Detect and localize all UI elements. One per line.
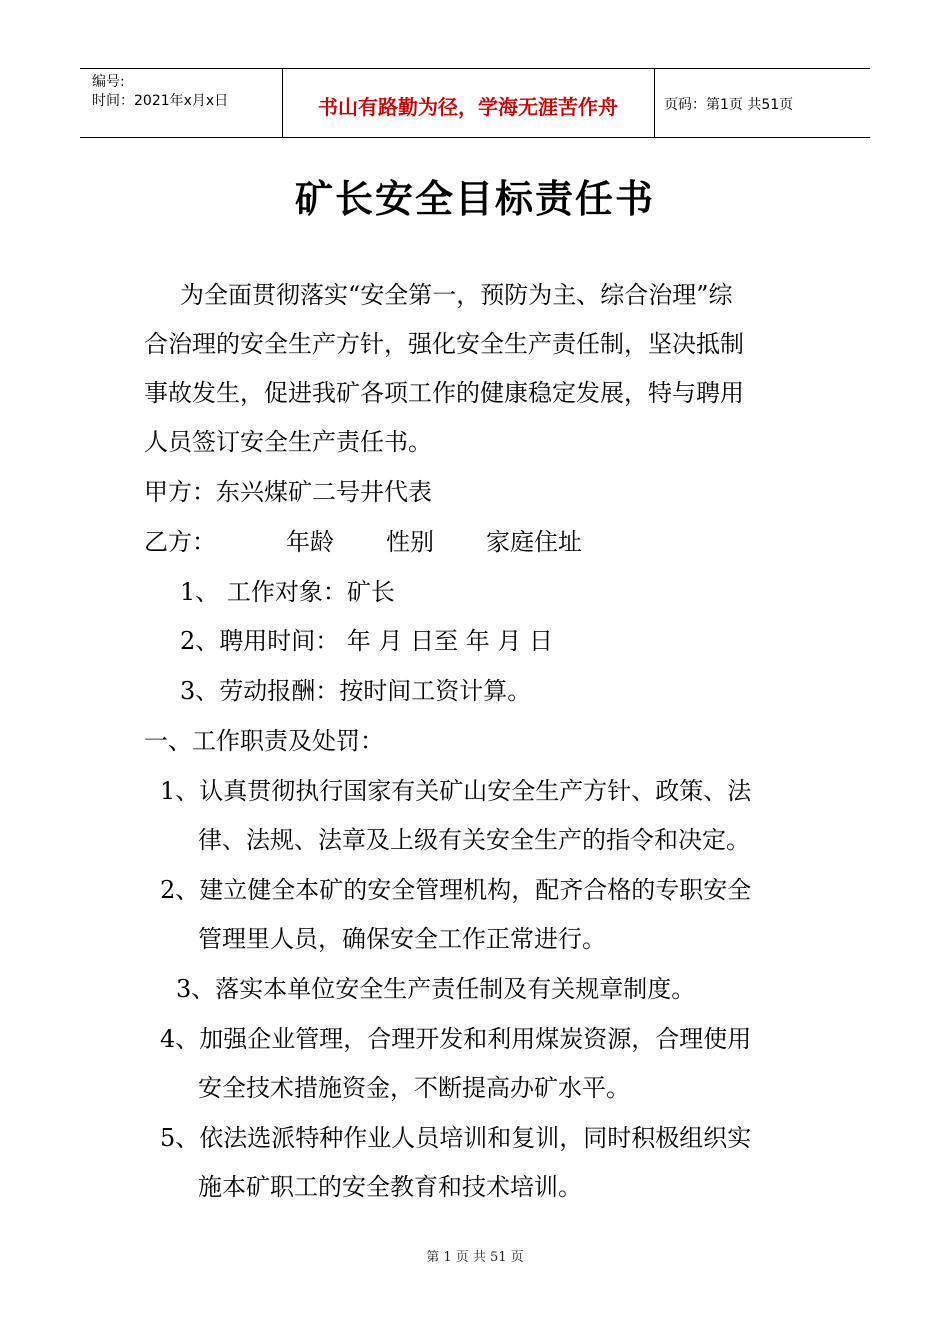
hire-time: 2、聘用时间： 年 月 日至 年 月 日 (180, 627, 554, 655)
duty-line: 安全技术措施资金，不断提高办矿水平。 (198, 1074, 630, 1102)
document-time-label: 时间：2021年x月x日 (92, 93, 229, 109)
document-header (80, 68, 870, 138)
party-b-gender: 性别 (386, 528, 434, 556)
document-number-label: 编号: (92, 74, 125, 90)
party-b-label: 乙方： (144, 528, 216, 556)
header-motto-cell (282, 69, 655, 137)
header-page-cell (654, 69, 870, 137)
duty-line: 2、建立健全本矿的安全管理机构，配齐合格的专职安全 (160, 876, 752, 904)
party-b-age: 年龄 (286, 528, 334, 556)
labor-pay: 3、劳动报酬：按时间工资计算。 (180, 677, 532, 705)
duty-line: 律、法规、法章及上级有关安全生产的指令和决定。 (198, 826, 750, 854)
duty-line: 5、依法选派特种作业人员培训和复训，同时积极组织实 (160, 1124, 752, 1152)
duty-line: 管理里人员，确保安全工作正常进行。 (198, 925, 606, 953)
header-meta-cell (80, 69, 283, 137)
intro-line: 事故发生，促进我矿各项工作的健康稳定发展，特与聘用 (144, 379, 744, 407)
duty-line: 施本矿职工的安全教育和技术培训。 (198, 1173, 582, 1201)
party-a: 甲方：东兴煤矿二号井代表 (144, 478, 432, 506)
work-object: 1、 工作对象：矿长 (180, 578, 395, 606)
intro-line: 合治理的安全生产方针，强化安全生产责任制，坚决抵制 (144, 330, 744, 358)
page-footer: 第 1 页 共 51 页 (426, 1250, 524, 1265)
party-b-address: 家庭住址 (486, 528, 582, 556)
document-title: 矿长安全目标责任书 (294, 177, 655, 221)
header-motto: 书山有路勤为径，学海无涯苦作舟 (318, 95, 618, 119)
section-title: 一、工作职责及处罚： (144, 727, 384, 755)
header-page-code: 页码：第1页 共51页 (664, 97, 794, 113)
party-b (144, 527, 582, 557)
duty-line: 3、落实本单位安全生产责任制及有关规章制度。 (176, 975, 696, 1003)
intro-line: 为全面贯彻落实“安全第一，预防为主、综合治理”综 (180, 281, 733, 309)
intro-line: 人员签订安全生产责任书。 (144, 428, 432, 456)
duty-line: 1、认真贯彻执行国家有关矿山安全生产方针、政策、法 (160, 777, 752, 805)
duty-line: 4、加强企业管理，合理开发和利用煤炭资源，合理使用 (160, 1025, 752, 1053)
